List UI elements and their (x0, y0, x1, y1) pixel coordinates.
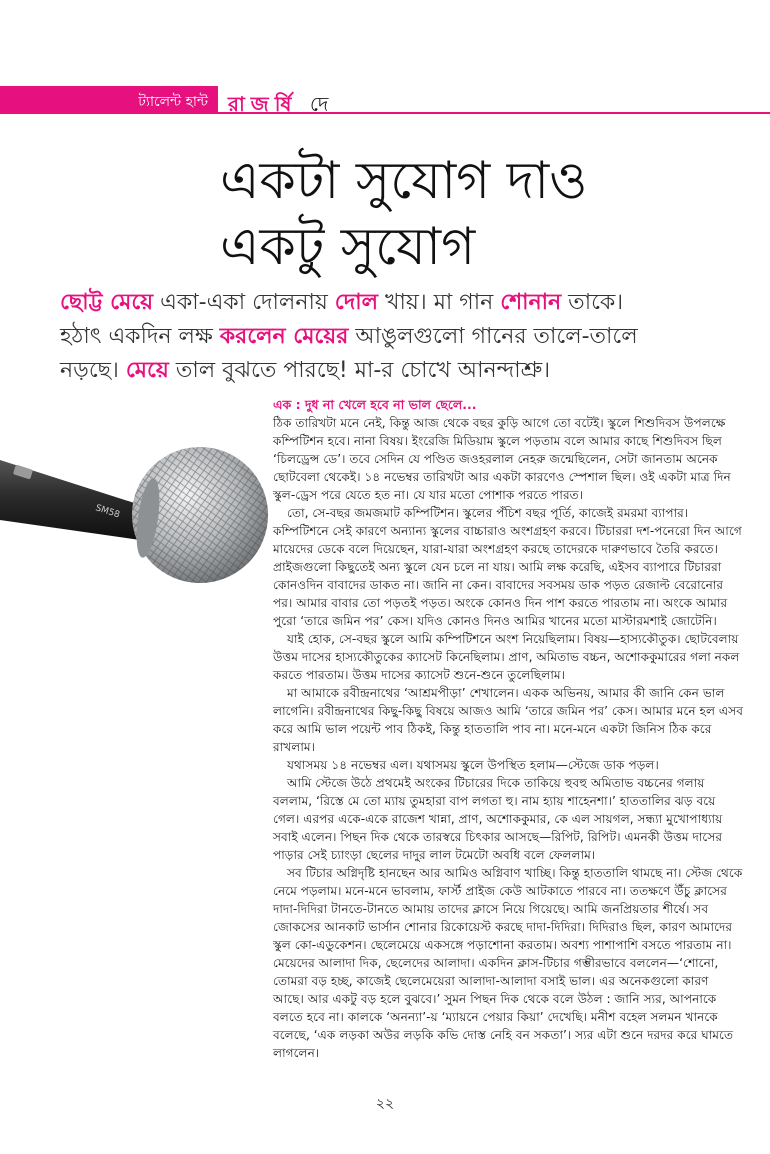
article-body (273, 396, 743, 1062)
standfirst-line-2 (60, 320, 750, 354)
intro-text: খায়। মা গান (378, 290, 501, 315)
paragraph: সব টিচার অগ্নিদৃষ্টি হানছেন আর আমিও অগ্নিবাণ খাচ্ছি। কিন্তু হাততালি থামছে না। স্টেজ থেকে নেমে পড়লাম। মনে-মনে ভাবলাম, ফার্স্ট প্রাইজ কেউ আটকাতে পারবে না। ততক্ষণে উঁচু ক্লাসের দাদা-দিদিরা টানতে-টানতে আমায় তাদের ক্লাসে নিয়ে গিয়েছে। আমি জনপ্রিয়তার শীর্ষে। সব জোকসের আনকাট ভার্সান শোনার রিকোয়েস্ট করছে দাদা-দিদিরা। দিদিরাও ছিল, কারণ আমাদের স্কুল কো-এডুকেশন। ছেলেমেয়ে একসঙ্গে পড়াশোনা করতাম। অবশ্য পাশাপাশি বসতে পারতাম না। মেয়েদের আলাদা দিক, ছেলেদের আলাদা। একদিন ক্লাস-টিচার গম্ভীরভাবে বললেন—‘শোনো, তোমরা বড় হচ্ছ, কাজেই ছেলেমেয়েরা আলাদা-আলাদা বসাই ভাল। এর অনেকগুলো কারণ আছে। আর একটু বড় হলে বুঝবে।’ সুমন পিছন দিক থেকে বলে উঠল : জানি স্যর, আপনাকে বলতে হবে না। কালকে ‘অনন্যা’-য় ‘ম্যায়নে পেয়ার কিয়া’ দেখেছি। মনীশ বহেল সলমন খানকে বলেছে, ‘এক লড়কা অউর লড়কি কভি দোস্ত নেহি বন সকতা’। স্যর এটা শুনে দরদর করে ঘামতে লাগলেন। (273, 866, 743, 1060)
paragraph: মা আমাকে রবীন্দ্রনাথের ‘আশ্রমপীড়া’ শেখালেন। একক অভিনয়, আমার কী জানি কেন ভাল লাগেনি। রবীন্দ্রনাথের কিছু-কিছু বিষয়ে আজও আমি ‘তারে জমিন পর’ কেস। আমার মনে হল এসব করে আমি ভাল পয়েন্ট পাব ঠিকই, কিন্তু হাততালি পাব না। মনে-মনে একটা জিনিস ঠিক করে রাখলাম। (273, 686, 744, 754)
standfirst-line-3 (60, 354, 750, 388)
intro-text: একা-একা দোলনায় (153, 290, 335, 315)
paragraph: আমি স্টেজে উঠে প্রথমেই অংকের টিচারের দিকে তাকিয়ে হুবহু অমিতাভ বচ্চনের গলায় বললাম, ‘রিস্তে মে তো ম্যায় তুমহারা বাপ লগতা হু। নাম হ্যায় শাহেনশা।’ হাততালির ঝড় বয়ে গেল। এরপর একে-একে রাজেশ খান্না, প্রাণ, অশোককুমার, কে এল সায়গল, সন্ধ্যা মুখোপাধ্যায় সবাই এলেন। পিছন দিক থেকে তারস্বরে চিৎকার আসছে—রিপিট, রিপিট। এমনকী উত্তম দাসের পাড়ার সেই চ্যাংড়া ছেলের দাদুর লাল টমেটো অবধি বলে ফেললাম। (273, 776, 723, 862)
section-subhead: এক : দুধ না খেলে হবে না ভাল ছেলে... (273, 397, 477, 412)
author-byline (228, 90, 334, 123)
intro-text: হঠাৎ একদিন লক্ষ (60, 324, 220, 349)
author-first-name: রাজর্ষি (228, 92, 298, 116)
microphone-image (0, 390, 270, 590)
intro-text: তাল বুঝতে পারছে! মা-র চোখে আনন্দাশ্রু। (168, 358, 551, 383)
intro-highlight: শোনান (500, 290, 562, 315)
mic-model-label: SM58 (94, 503, 121, 521)
intro-highlight: করলেন মেয়ের (219, 324, 349, 349)
paragraph: যাই হোক, সে-বছর স্কুলে আমি কম্পিটিশনে অংশ নিয়েছিলাম। বিষয়—হাস্যকৌতুক। ছোটবেলায় উত্তম দাসের হাস্যকৌতুকের ক্যাসেট কিনেছিলাম। প্রাণ, অমিতাভ বচ্চন, অশোককুমারের গলা নকল করতে পারতাম। উত্তম দাসের ক্যাসেট শুনে-শুনে তুলেছিলাম। (273, 632, 740, 682)
microphone-grille (132, 447, 268, 583)
intro-highlight: মেয়ে (125, 358, 169, 383)
standfirst (60, 286, 750, 388)
intro-text: আঙুলগুলো গানের তালে-তালে (348, 324, 638, 349)
standfirst-line-1 (60, 286, 750, 320)
title-line-2: একটু সুযোগ (220, 217, 476, 277)
title-line-1: একটা সুযোগ দাও (220, 151, 588, 211)
intro-text: তাকে। (561, 290, 624, 315)
intro-highlight: ছোট্ট মেয়ে (60, 290, 154, 315)
intro-highlight: দোল (334, 290, 379, 315)
section-label: ট্যালেন্ট হান্ট (138, 94, 208, 110)
header-bar (0, 86, 770, 114)
paragraph: যথাসময় ১৪ নভেম্বর এল। যথাসময় স্কুলে উপস্থিত হলাম—স্টেজে ডাক পড়ল। (287, 758, 659, 772)
author-last-name: দে (309, 92, 335, 116)
section-tag (0, 86, 218, 114)
microphone-body (0, 460, 150, 540)
page-number: ২২ (375, 1096, 395, 1112)
paragraph: তো, সে-বছর জমজমাট কম্পিটিশন। স্কুলের পঁচিশ বছর পূর্তি, কাজেই রমরমা ব্যাপার। কম্পিটিশনে সেই কারণে অন্যান্য স্কুলের বাচ্চারাও অংশগ্রহণ করবে। টিচাররা দশ-পনেরো দিন আগে মায়েদের ডেকে বলে দিয়েছেন, যারা-যারা অংশগ্রহণ করছে তাদেরকে দারুণভাবে তৈরি করতে। প্রাইজগুলো কিছুতেই অন্য স্কুলে যেন চলে না যায়। আমি লক্ষ করেছি, এইসব ব্যাপারে টিচাররা কোনওদিন বাবাদের ডাকত না। জানি না কেন। বাবাদের সবসময় ডাক পড়ত রেজাল্ট বেরোনোর পর। আমার বাবার তো পড়তই পড়ত। অংকে কোনও দিন পাশ করতে পারতাম না। অংকে আমার পুরো ‘তারে জমিন পর’ কেস। যদিও কোনও দিনও আমির খানের মতো মাস্টারমশাই জোটেনি। (273, 506, 742, 628)
paragraph: ঠিক তারিখটা মনে নেই, কিন্তু আজ থেকে বছর কুড়ি আগে তো বটেই। স্কুলে শিশুদিবস উপলক্ষে কম্পিটিশন হবে। নানা বিষয়। ইংরেজি মিডিয়াম স্কুলে পড়তাম বলে আমার কাছে শিশুদিবস ছিল ‘চিলড্রেন্স ডে’। তবে সেদিন যে পণ্ডিত জওহরলাল নেহরু জন্মেছিলেন, সেটা জানতাম অনেক ছোটবেলা থেকেই। ১৪ নভেম্বর তারিখটা আর একটা কারণেও স্পেশাল ছিল। ওই একটা মাত্র দিন স্কুল-ড্রেস পরে যেতে হত না। যে যার মতো পোশাক পরতে পারত। (273, 416, 731, 502)
article-title (220, 148, 760, 280)
intro-text: নড়ছে। (60, 358, 126, 383)
